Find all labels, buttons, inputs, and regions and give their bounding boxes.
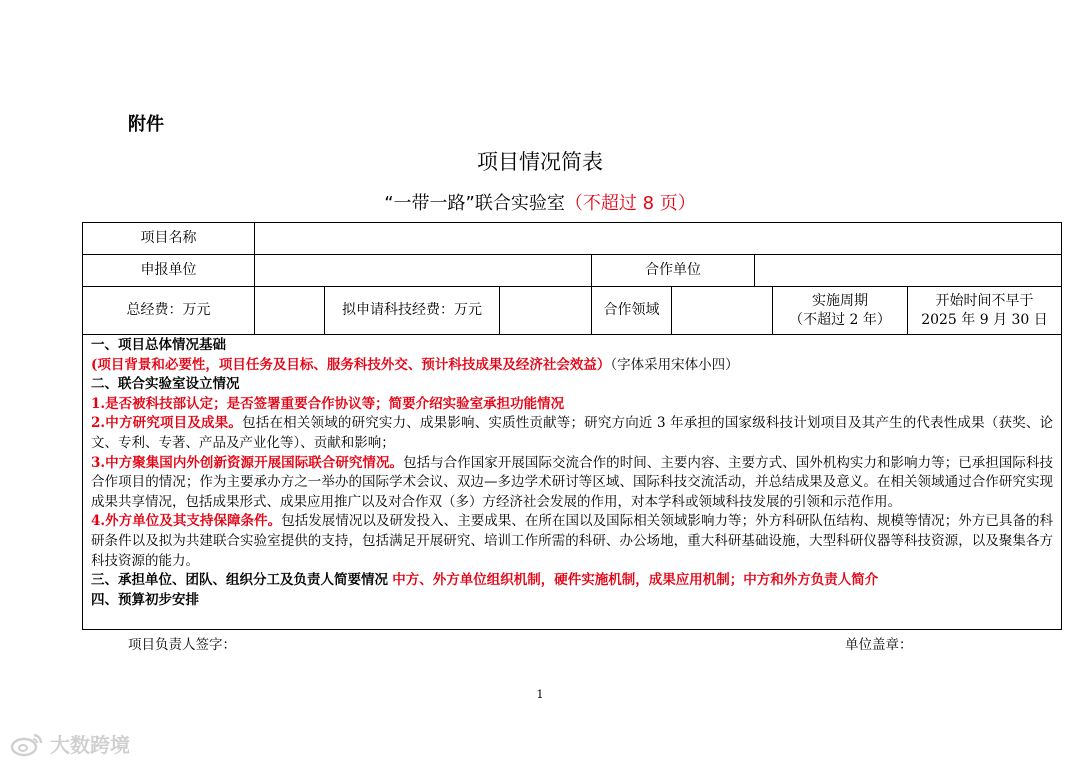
section-3 bbox=[91, 571, 1053, 591]
subtitle bbox=[0, 189, 1080, 215]
section-2-item-2-red: 2.中方研究项目及成果。 bbox=[91, 415, 243, 432]
period-label-line1: 实施周期 bbox=[812, 292, 868, 309]
start-date-line2: 2025 年 9 月 30 日 bbox=[921, 311, 1048, 328]
section-2-item-1 bbox=[91, 395, 1053, 415]
partner-field[interactable] bbox=[755, 255, 1061, 286]
subtitle-main: “一带一路”联合实验室 bbox=[384, 193, 565, 214]
project-name-label: 项目名称 bbox=[140, 230, 197, 246]
watermark bbox=[10, 729, 130, 758]
start-date-note bbox=[908, 287, 1061, 334]
leader-signature-label: 项目负责人签字： bbox=[128, 637, 236, 653]
section-2-item-3 bbox=[91, 454, 1053, 513]
section-2-item-4 bbox=[91, 512, 1053, 571]
section-1-desc bbox=[91, 356, 1053, 376]
requested-funds-field[interactable] bbox=[500, 287, 591, 334]
watermark-text: 大数跨境 bbox=[50, 733, 130, 757]
start-date-line1: 开始时间不早于 bbox=[935, 292, 1034, 309]
applicant-label: 申报单位 bbox=[140, 262, 197, 278]
subtitle-page-limit: （不超过 8 页） bbox=[564, 193, 696, 214]
section-2-item-4-red: 4.外方单位及其支持保障条件。 bbox=[91, 513, 282, 530]
weibo-logo-icon bbox=[10, 731, 44, 757]
section-2-item-1-red: 1.是否被科技部认定；是否签署重要合作协议等；简要介绍实验室承担功能情况 bbox=[91, 395, 565, 412]
total-budget-field[interactable] bbox=[255, 287, 324, 334]
requested-funds-label: 拟申请科技经费：万元 bbox=[342, 302, 482, 318]
project-content-box bbox=[82, 335, 1062, 630]
period-label bbox=[773, 287, 907, 334]
section-2-item-2 bbox=[91, 414, 1053, 453]
section-2-heading: 二、联合实验室设立情况 bbox=[91, 376, 240, 393]
section-2-item-2-text: 包括在相关领域的研究实力、成果影响、实质性贡献等；研究方向近 3 年承担的国家级科技计划项目及其产生的代表性成果（获奖、论文、专利、专著、产品及产业化等）、贡献和影响； bbox=[91, 415, 1054, 451]
page-title: 项目情况简表 bbox=[477, 150, 603, 174]
section-3-red-text: 中方、外方单位组织机制，硬件实施机制，成果应用机制；中方和外方负责人简介 bbox=[392, 572, 879, 589]
section-1-font-note: （字体采用宋体小四） bbox=[610, 356, 739, 373]
page-number: 1 bbox=[536, 688, 544, 701]
project-info-table bbox=[82, 222, 1062, 335]
section-3-heading: 三、承担单位、团队、组织分工及负责人简要情况 bbox=[91, 572, 388, 589]
partner-label: 合作单位 bbox=[645, 262, 701, 278]
section-1-red-text: (项目背景和必要性，项目任务及目标、服务科技外交、预计科技成果及经济社会效益） bbox=[91, 356, 611, 373]
section-2-item-4-text: 包括发展情况以及研发投入、主要成果、在所在国以及国际相关领域影响力等；外方科研队伍结构、规模等情况；外方已具备的科研条件以及拟为共建联合实验室提供的支持，包括满足开展研究、培训工作所需的科研、办公场地，重大科研基础设施，大型科研仪器等科技资源，以及聚集各方科技资源的能力。 bbox=[91, 513, 1054, 569]
total-budget-label: 总经费：万元 bbox=[126, 302, 211, 318]
section-2-item-3-text: 包括与合作国家开展国际交流合作的时间、主要内容、主要方式、国外机构实力和影响力等；已承担国际科技合作项目的情况；作为主要承办方之一举办的国际学术会议、双边—多边学术研讨等区域、国际科技交流活动，并总结成果及意义。在相关领域通过合作研究实现成果共享情况，包括成果形式、成果应用推广以及对合作双（多）方经济社会发展的作用，对本学科或领域科技发展的引领和示范作用。 bbox=[91, 454, 1054, 510]
section-4-heading: 四、预算初步安排 bbox=[91, 591, 199, 608]
field-field[interactable] bbox=[672, 287, 772, 334]
project-name-field[interactable] bbox=[255, 223, 1061, 254]
unit-seal-label: 单位盖章： bbox=[845, 637, 913, 653]
attachment-label: 附件 bbox=[128, 114, 164, 135]
field-label: 合作领域 bbox=[603, 302, 660, 318]
section-1-heading: 一、项目总体情况基础 bbox=[91, 337, 226, 353]
period-label-line2: （不超过 2 年） bbox=[789, 311, 891, 328]
section-2-item-3-red: 3.中方聚集国内外创新资源开展国际联合研究情况。 bbox=[91, 454, 404, 471]
applicant-field[interactable] bbox=[255, 255, 591, 286]
